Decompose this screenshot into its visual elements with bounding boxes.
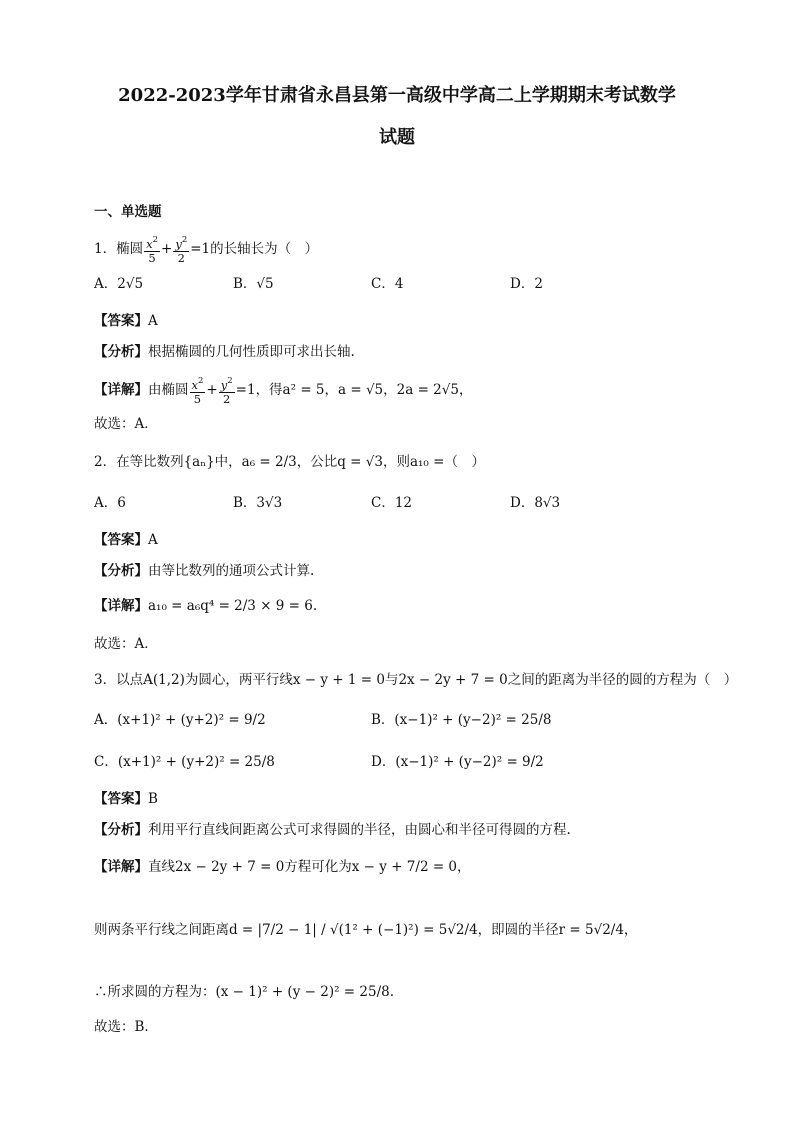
question-1-option-d: D．2 bbox=[510, 276, 543, 292]
detail-label: 【详解】 bbox=[94, 859, 148, 875]
question-3-detail-line-1-text: 直线2x − 2y + 7 = 0方程可化为x − y + 7/2 = 0， bbox=[148, 859, 471, 875]
question-1-detail-prefix: 由椭圆 bbox=[148, 382, 189, 398]
question-1-answer bbox=[94, 311, 158, 331]
document-title-line-1: 2022-2023学年甘肃省永昌县第一高级中学高二上学期期末考试数学 bbox=[118, 85, 676, 106]
choose-label: 故选： bbox=[94, 636, 135, 652]
question-1-detail-mid: ，得a² = 5，a = √5，2a = 2√5， bbox=[255, 382, 473, 398]
question-1-option-c: C．4 bbox=[371, 276, 404, 292]
question-2-option-a: A．6 bbox=[94, 495, 126, 511]
analysis-label: 【分析】 bbox=[94, 344, 148, 360]
question-1-choose bbox=[94, 414, 158, 434]
detail-label: 【详解】 bbox=[94, 382, 148, 398]
answer-label: 【答案】 bbox=[94, 532, 148, 548]
question-2-analysis bbox=[94, 561, 314, 581]
question-1-stem: 1．椭圆 $\frac{x^2}{5}$ + $\frac{y^2}{2}$ =1的长轴长为（ ） bbox=[94, 235, 319, 265]
analysis-label: 【分析】 bbox=[94, 563, 148, 579]
answer-label: 【答案】 bbox=[94, 791, 148, 807]
question-3-stem: 3．以点A(1,2)为圆心，两平行线x − y + 1 = 0与2x − 2y + 7 = 0之间的距离为半径的圆的方程为（ ） bbox=[94, 672, 738, 688]
question-3-option-a: A．(x+1)² + (y+2)² = 9/2 bbox=[94, 712, 266, 728]
question-2-detail bbox=[94, 596, 317, 616]
question-3-detail-line-2: 则两条平行线之间距离d = |7/2 − 1| / √(1² + (−1)²) = 5√2/4，即圆的半径r = 5√2/4， bbox=[94, 922, 638, 938]
question-3-choose-value: B. bbox=[134, 1019, 149, 1035]
question-3-choose bbox=[94, 1017, 149, 1037]
question-3-analysis bbox=[94, 820, 571, 840]
question-3-detail-line-1 bbox=[94, 857, 471, 877]
question-2-choose-value: A． bbox=[134, 636, 158, 652]
question-3-answer bbox=[94, 789, 158, 809]
choose-label: 故选： bbox=[94, 416, 135, 432]
analysis-label: 【分析】 bbox=[94, 822, 148, 838]
question-1-option-a: A．2√5 bbox=[94, 276, 144, 292]
question-2-option-b: B．3√3 bbox=[233, 495, 283, 511]
question-1-analysis-text: 根据椭圆的几何性质即可求出长轴. bbox=[148, 344, 355, 360]
detail-label: 【详解】 bbox=[94, 598, 148, 614]
question-1-choose-value: A． bbox=[134, 416, 158, 432]
question-1-option-b: B．√5 bbox=[233, 276, 274, 292]
question-2-option-c: C．12 bbox=[371, 495, 413, 511]
question-3-analysis-text: 利用平行直线间距离公式可求得圆的半径，由圆心和半径可得圆的方程. bbox=[148, 822, 571, 838]
question-2-answer bbox=[94, 530, 158, 550]
question-1-analysis bbox=[94, 342, 355, 362]
question-2-analysis-text: 由等比数列的通项公式计算. bbox=[148, 563, 315, 579]
question-2-stem: 2．在等比数列{aₙ}中，a₆ = 2/3，公比q = √3，则a₁₀ =（ ） bbox=[94, 454, 485, 470]
question-1-stem-prefix: 1．椭圆 bbox=[94, 241, 144, 257]
question-2-option-d: D．8√3 bbox=[510, 495, 561, 511]
question-2-detail-text: a₁₀ = a₆q⁴ = 2/3 × 9 = 6. bbox=[148, 598, 318, 614]
fraction-x2-over-5: $\frac{x^2}{5}$ bbox=[146, 235, 159, 265]
fraction-y2-over-2: $\frac{y^2}{2}$ bbox=[175, 235, 188, 265]
section-heading: 一、单选题 bbox=[94, 204, 162, 220]
question-3-answer-value: B bbox=[148, 791, 158, 807]
fraction-y2-over-2: $\frac{y^2}{2}$ bbox=[220, 376, 233, 406]
question-3-option-d: D．(x−1)² + (y−2)² = 9/2 bbox=[371, 754, 544, 770]
answer-label: 【答案】 bbox=[94, 313, 148, 329]
question-3-option-b: B．(x−1)² + (y−2)² = 25/8 bbox=[371, 712, 552, 728]
question-1-answer-value: A bbox=[148, 313, 158, 329]
fraction-x2-over-5: $\frac{x^2}{5}$ bbox=[191, 376, 204, 406]
question-2-choose bbox=[94, 634, 158, 654]
question-3-option-c: C．(x+1)² + (y+2)² = 25/8 bbox=[94, 754, 275, 770]
choose-label: 故选： bbox=[94, 1019, 135, 1035]
document-title-line-2: 试题 bbox=[379, 127, 415, 148]
question-2-answer-value: A bbox=[148, 532, 158, 548]
question-3-detail-line-3: ∴所求圆的方程为：(x − 1)² + (y − 2)² = 25/8. bbox=[94, 984, 394, 1000]
question-1-stem-suffix: 的长轴长为（ ） bbox=[210, 241, 319, 257]
question-1-detail: 【详解】由椭圆 $\frac{x^2}{5}$ + $\frac{y^2}{2}$ =1，得a² = 5，a = √5，2a = 2√5， bbox=[94, 376, 473, 406]
